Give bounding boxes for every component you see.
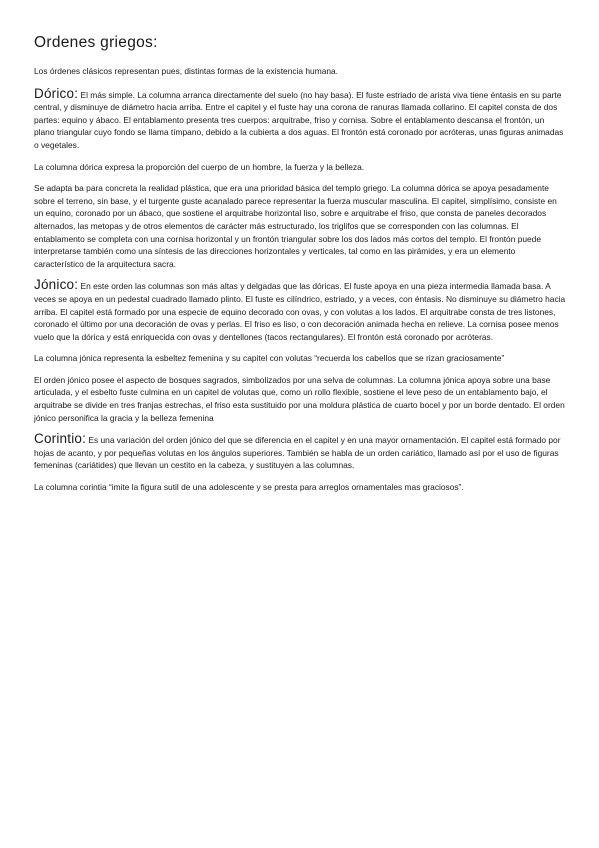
section-ionic — [34, 279, 566, 424]
ionic-paragraph-2: La columna jónica representa la esbeltez femenina y su capitel con volutas “recuerda los cabellos que se rizan graciosamente” — [34, 353, 505, 364]
document-page — [34, 34, 566, 503]
ionic-heading: Jónico: — [34, 277, 79, 293]
corinthian-heading: Corintio: — [34, 431, 87, 447]
doric-text-1: El más simple. La columna arranca directamente del suelo (no hay basa). El fuste estriado de arista viva tiene éntasis en su parte central, y disminuye de diámetro hacia arriba. Entre el capitel y el fuste hay una corona de ranuras llamada collarino. El capitel consta de dos partes: equino y ábaco. El entablamento presenta tres cuerpos: arquitrabe, friso y cornisa. Sobre el entablamento descansa el frontón, un plano triangular cuyo fondo se llama tímpano, debido a la cubierta a dos aguas. El frontón está coronado por acróteras, unas figuras animadas o vegetales. — [34, 89, 564, 150]
corinthian-text-1: Es una variación del orden jónico del que se diferencia en el capitel y en una mayor ornamentación. El capitel está formado por hojas de acanto, y por pequeñas volutas en los ángulos superiores. También se habla de un orden cariático, llamado así por el uso de figuras femeninas (cariátides) que llevan un cestito en la cabeza, y sustituyen a las columnas. — [34, 435, 561, 471]
ionic-text-1: En este orden las columnas son más altas y delgadas que las dóricas. El fuste apoya en una pieza intermedia llamada basa. A veces se apoya en un pedestal cuadrado llamado plinto. El fuste es cilíndrico, estriado, y a veces, con éntasis. No disminuye su diámetro hacia arriba. El capitel está formado por una especie de equino decorado con ovas, y con volutas a los lados. El arquitrabe consta de tres listones, coronado el último por una decoración de ovas y perlas. El friso es liso, o con decoración animada hecha en relieve. La cornisa posee menos vuelo que la dórica y está enriquecida con ovas y dentellones (tacos rectangulares). El frontón está coronado por acróteras. — [34, 281, 566, 342]
page-title: Ordenes griegos: — [34, 34, 158, 51]
section-corinthian — [34, 433, 566, 493]
doric-paragraph-1 — [34, 85, 566, 152]
doric-paragraph-2: La columna dórica expresa la proporción del cuerpo de un hombre, la fuerza y la belleza. — [34, 161, 365, 172]
intro-paragraph: Los órdenes clásicos representan pues, distintas formas de la existencia humana. — [34, 66, 338, 76]
doric-paragraph-3: Se adapta ba para concreta la realidad plástica, que era una prioridad básica del templo griego. La columna dórica se apoya pesadamente sobre el terreno, sin base, y el turgente guste acanalado parece representar la fuerza muscular masculina. El capitel, simplísimo, consiste en un equino, coronado por un ábaco, que sostiene el arquitrabe horizontal liso, sobre e arquitrabe el friso, que consta de paneles decorados alternados, las metopas y de otros elementos de carácter más estructurado, los triglifos que se corresponden con las columnas. El entablamento se completa con una cornisa horizontal y un frontón triangular sobre los dos lados más cortos del templo. El frontón puede interpretarse también como una síntesis de las direcciones horizontales y verticales, tal como en las pirámides, y era un elemento característico de la arquitectura sacra. — [34, 183, 557, 269]
section-doric — [34, 85, 566, 271]
doric-heading: Dórico: — [34, 85, 79, 101]
corinthian-paragraph-1 — [34, 433, 566, 472]
ionic-paragraph-3: El orden jónico posee el aspecto de bosques sagrados, simbolizados por una selva de columnas. La columna jónica apoya sobre una base articulada, y el esbelto fuste culmina en un capitel de volutas que, como un rollo flexible, sostiene el leve peso de un entablamento bajo, el arquitrabe se divide en tres franjas estrechas, el friso esta sustituido por una moldura plástica de cuarto bocel y por un borde dentado. El orden jónico personifica la gracia y la belleza femenina — [34, 374, 565, 423]
ionic-paragraph-1 — [34, 279, 566, 343]
corinthian-paragraph-2: La columna corintia “imite la figura sutil de una adolescente y se presta para arreglos ornamentales mas graciosos”. — [34, 482, 464, 493]
